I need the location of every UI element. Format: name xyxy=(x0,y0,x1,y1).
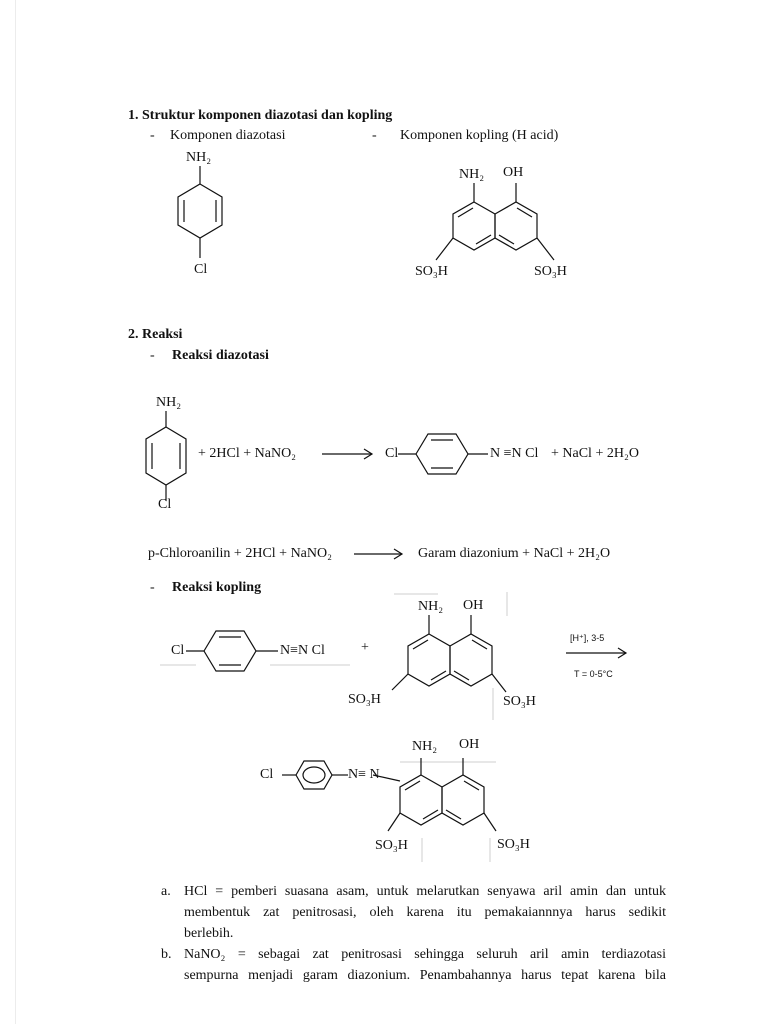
h-acid-oh-label: OH xyxy=(503,165,524,180)
note-b-text xyxy=(184,944,666,986)
coupling-h-acid-so3h-right: SO₃H xyxy=(503,694,536,709)
reaction-arrow xyxy=(322,446,376,462)
coupling-h-acid-structure xyxy=(380,612,530,702)
word-equation-reactants: p-Chloroanilin + 2HCl + NaNO₂ xyxy=(148,546,332,561)
bullet: - xyxy=(372,128,377,143)
note-a-line-3: berlebih. xyxy=(184,926,234,941)
h-acid-so3h-left: SO₃H xyxy=(415,264,448,279)
diazonium-group-label: N ≡N Cl xyxy=(490,446,539,461)
product-oh-label: OH xyxy=(459,737,480,752)
reaction-byproducts: + NaCl + 2H₂O xyxy=(551,446,639,461)
coupling-diazonium-group: N≡N Cl xyxy=(280,643,325,658)
word-equation-products: Garam diazonium + NaCl + 2H₂O xyxy=(418,546,611,561)
section-2-heading: 2. Reaksi xyxy=(128,327,183,342)
coupling-h-acid-nh2: NH₂ xyxy=(418,599,444,614)
diazotization-reactant-structure xyxy=(140,411,196,507)
h-acid-so3h-right: SO₃H xyxy=(534,264,567,279)
h-acid-nh2-label: NH₂ xyxy=(459,167,485,182)
p-chloroaniline-cl-label: Cl xyxy=(194,262,208,277)
note-b-line-2: sempurna menjadi garam diazonium. Penambahannya harus tepat karena bila xyxy=(184,968,666,983)
product-cl-label: Cl xyxy=(385,446,399,461)
coupling-reaction-arrow xyxy=(566,646,630,660)
note-a-line-2: membentuk zat penitrosasi, oleh karena itu pemakaiannnya harus sedikit xyxy=(184,905,666,920)
coupling-plus-sign: + xyxy=(361,640,369,655)
note-a-text xyxy=(184,881,666,944)
note-b-line-1: NaNO₂ = sebagai zat penitrosasi sehingga seluruh aril amin terdiazotasi xyxy=(184,947,666,962)
azo-dye-phenyl-structure xyxy=(282,757,354,793)
note-a-marker: a. xyxy=(161,884,171,899)
word-equation-arrow xyxy=(354,546,406,562)
bullet: - xyxy=(150,580,155,595)
product-so3h-right: SO₃H xyxy=(497,837,530,852)
p-chloroaniline-nh2-label: NH₂ xyxy=(186,150,212,165)
bullet: - xyxy=(150,128,155,143)
diazo-component-label: Komponen diazotasi xyxy=(170,128,286,143)
diazotization-subheading: Reaksi diazotasi xyxy=(172,348,269,363)
reaction-condition-temperature: T = 0-5°C xyxy=(574,669,613,679)
reaction-reagents: + 2HCl + NaNO₂ xyxy=(198,446,297,461)
coupling-cl-label: Cl xyxy=(171,643,185,658)
reaction-condition-ph: [H⁺], 3-5 xyxy=(570,633,605,643)
azo-linkage-label: N≡ N xyxy=(348,767,380,782)
product-so3h-left: SO₃H xyxy=(375,838,408,853)
product-cl-label: Cl xyxy=(260,767,274,782)
note-a-line-1: HCl = pemberi suasana asam, untuk melarutkan senyawa aril amin dan untuk xyxy=(184,884,666,899)
coupling-h-acid-so3h-left: SO₃H xyxy=(348,692,381,707)
note-b-marker: b. xyxy=(161,947,172,962)
page-edge xyxy=(15,0,16,1024)
diazonium-product-structure xyxy=(398,430,490,478)
coupling-subheading: Reaksi kopling xyxy=(172,580,262,595)
bullet: - xyxy=(150,348,155,363)
scan-artifact-lines xyxy=(160,664,360,668)
product-nh2-label: NH₂ xyxy=(412,739,438,754)
h-acid-structure xyxy=(420,180,570,270)
azo-dye-naphthalene-structure xyxy=(370,755,520,845)
reactant-cl-label: Cl xyxy=(158,497,172,512)
reactant-nh2-label: NH₂ xyxy=(156,395,182,410)
coupling-component-label: Komponen kopling (H acid) xyxy=(400,128,559,143)
coupling-h-acid-oh: OH xyxy=(463,598,484,613)
p-chloroaniline-structure xyxy=(168,166,232,266)
section-1-heading: 1. Struktur komponen diazotasi dan kopling xyxy=(128,108,393,123)
